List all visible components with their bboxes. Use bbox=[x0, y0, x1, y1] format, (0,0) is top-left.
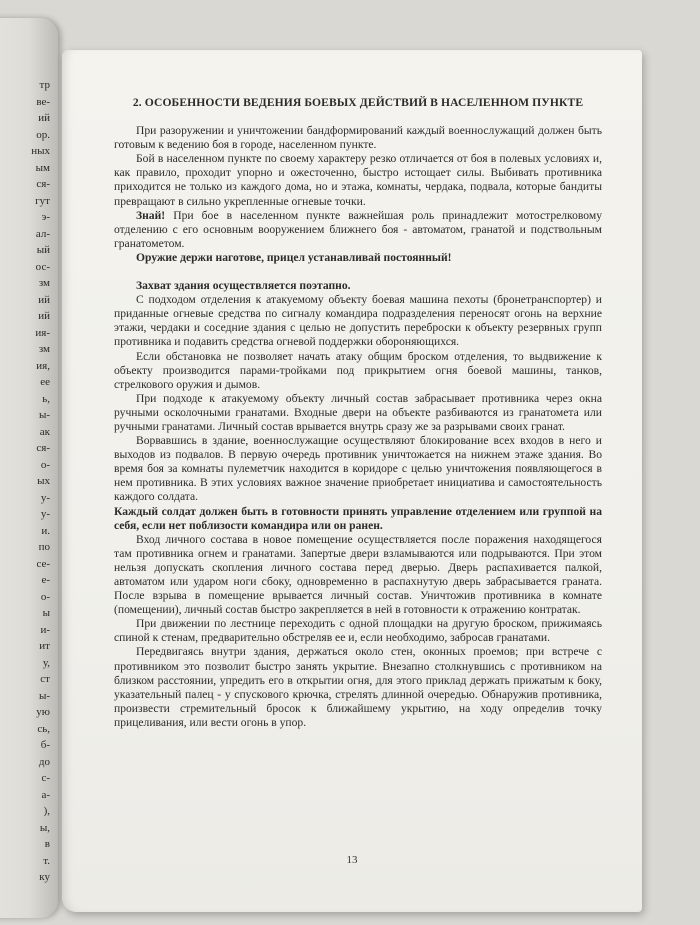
left-page-fragment: ы bbox=[42, 607, 50, 619]
left-page-fragment: у, bbox=[42, 656, 50, 669]
left-page-fragment: ве- bbox=[36, 95, 50, 108]
left-page-fragment: ы, bbox=[39, 821, 50, 834]
left-page-fragment: с- bbox=[41, 772, 50, 784]
left-page-edge bbox=[0, 18, 58, 918]
left-page-fragment: ую bbox=[36, 706, 50, 718]
left-page-fragment: и. bbox=[41, 524, 50, 537]
left-page-fragment: ий bbox=[38, 310, 50, 322]
left-page-fragment: о- bbox=[40, 458, 50, 471]
paragraph: С подходом отделения к атакуемому объекту боевая машина пехоты (бронетранспортер) и приданные огневые средства по сигналу командира подразделения переносят огонь на верхние этажи, чердаки и соседние здания с целью не допустить переброски к объекту резервных групп противника и подавить средства огневой поддержки обороняющихся. bbox=[114, 293, 602, 349]
left-page-fragment: ст bbox=[40, 673, 50, 685]
paragraph: При движении по лестнице переходить с одной площадки на другую броском, прижимаясь спиной к стенам, предварительно обстреляв ее и, если необходимо, забросав гранатами. bbox=[114, 617, 602, 645]
left-page-fragment: ый bbox=[36, 244, 50, 256]
left-page-fragment: ий bbox=[38, 293, 50, 306]
page-content bbox=[114, 96, 602, 730]
emphasis-paragraph: Каждый солдат должен быть в готовности принять управление отделением или группой на себя, если нет поблизости командира или он ранен. bbox=[114, 504, 602, 532]
left-page-fragment: ее bbox=[40, 376, 50, 388]
left-page-fragment: ал- bbox=[35, 227, 50, 240]
paragraph: При подходе к атакуемому объекту личный состав забрасывает противника через окна ручными осколочными гранатами. Входные двери на объекте разбиваются из гранатомета или ручными гранатами. Личный состав врывается внутрь сразу же за разрывами своих гранат. bbox=[114, 391, 602, 433]
paragraph: Ворвавшись в здание, военнослужащие осуществляют блокирование всех входов в него и выходов из подвалов. В первую очередь противник уничтожается на нижнем этаже здания. Во время боя за комнаты пулеметчик находится в коридоре с целью уничтожения появляющегося в нем противника. В этих условиях важное значение приобретает инициатива и самостоятельность каждого солдата. bbox=[114, 434, 602, 504]
section-heading: Захват здания осуществляется поэтапно. bbox=[136, 279, 351, 293]
paragraph: Вход личного состава в новое помещение осуществляется после поражения находящегося там противника огнем и гранатами. Запертые двери взламываются или подрываются. При этом нельзя допускать скопления личного состава перед дверью. Дверь распахивается палкой, автоматом или ударом ноги сбоку, одновременно в распахнутую дверь забрасывается граната. После взрыва в помещение врывается личный состав. Уничтожив противника в комнате (помещении), личный состав быстро закрепляется в ней в готовности к отражению контратак. bbox=[114, 532, 602, 617]
left-page-fragment: ак bbox=[39, 425, 50, 438]
left-page-fragment: ий bbox=[38, 112, 50, 124]
left-page-fragment: ия, bbox=[36, 359, 50, 372]
left-page-fragment: ы- bbox=[38, 409, 50, 421]
page-number: 13 bbox=[346, 854, 358, 866]
paragraph: Передвигаясь внутри здания, держаться около стен, оконных проемов; при встрече с противником это позволит быстро занять укрытие. Внезапно столкнувшись с противником на близком расстоянии, упредить его в открытии огня, для этого приклад держать прижатым к боку, указательный палец - у спускового крючка, стрелять длинной очередью. Обнаружив противника, произвести стремительный бросок к ближайшему укрытию, на ходу определив точку прицеливания, или вести огонь в упор. bbox=[114, 645, 602, 729]
left-page-fragment: до bbox=[38, 755, 50, 768]
left-page-fragment: э- bbox=[41, 211, 50, 223]
left-page-fragment: ь, bbox=[42, 392, 50, 405]
left-page-fragment: е- bbox=[41, 574, 50, 586]
book-page bbox=[62, 50, 642, 912]
paragraph-text: При бое в населенном пункте важнейшая роль принадлежит мотострелковому отделению с его основным вооружением ближнего боя - автоматом, гранатой и подствольным гранатометом. bbox=[114, 208, 602, 250]
left-page-fragment: у- bbox=[40, 491, 50, 504]
left-page-fragment: ор. bbox=[36, 128, 50, 141]
left-page-fragment: гут bbox=[35, 194, 50, 207]
left-page-fragment: ся- bbox=[36, 178, 50, 190]
paragraph: Если обстановка не позволяет начать атаку общим броском отделения, то выдвижение к объекту производится парами-тройками под прикрытием огня боевой машины, танков, стрелкового оружия и дымов. bbox=[114, 349, 602, 391]
left-page-fragment: ), bbox=[43, 805, 50, 817]
left-page-fragment: ку bbox=[39, 871, 50, 883]
paragraph: При разоружении и уничтожении бандформирований каждый военнослужащий должен быть готовым к ведению боя в городе, населенном пункте. bbox=[114, 124, 602, 152]
left-page-fragment: ых bbox=[37, 475, 50, 487]
spacer bbox=[114, 265, 602, 279]
left-page-fragment: ся- bbox=[36, 442, 50, 454]
left-page-fragment: ым bbox=[35, 161, 50, 174]
left-page-fragment: тр bbox=[39, 79, 50, 91]
left-page-fragment: ы- bbox=[38, 689, 50, 702]
left-page-fragment: ия- bbox=[35, 326, 50, 339]
left-page-fragment: по bbox=[38, 541, 50, 553]
page-title: 2. ОСОБЕННОСТИ ВЕДЕНИЯ БОЕВЫХ ДЕЙСТВИЙ В НАСЕЛЕННОМ ПУНКТЕ bbox=[132, 96, 584, 109]
left-page-fragment: в bbox=[44, 838, 50, 850]
left-page-fragment: ос- bbox=[35, 260, 50, 273]
left-page-fragment: и- bbox=[40, 623, 50, 636]
left-page-fragment: т. bbox=[43, 854, 50, 867]
left-page-fragment: б- bbox=[40, 739, 50, 751]
left-page-fragment: a- bbox=[41, 788, 50, 801]
know-label: Знай! bbox=[136, 208, 166, 222]
emphasis-line: Оружие держи наготове, прицел устанавливай постоянный! bbox=[136, 250, 452, 264]
paragraph: Бой в населенном пункте по своему характеру резко отличается от боя в полевых условиях и, как правило, проходит упорно и ожесточенно, быстро истощает силы. Выбивать противника приходится не только из каждого дома, но и этажа, комнаты, чердака, подвала, которые бандиты превращают в сильно укрепленные огневые точки. bbox=[114, 152, 602, 208]
left-page-fragment: ных bbox=[31, 145, 50, 157]
paragraph bbox=[114, 209, 602, 251]
left-page-fragment: зм bbox=[38, 277, 50, 289]
left-page-fragment: о- bbox=[40, 590, 50, 603]
left-page-fragment: у- bbox=[40, 508, 50, 520]
left-page-fragment: зм bbox=[38, 343, 50, 355]
left-page-fragment: ит bbox=[39, 640, 50, 652]
left-page-fragment: сь, bbox=[37, 722, 50, 735]
left-page-fragment: се- bbox=[36, 557, 50, 570]
